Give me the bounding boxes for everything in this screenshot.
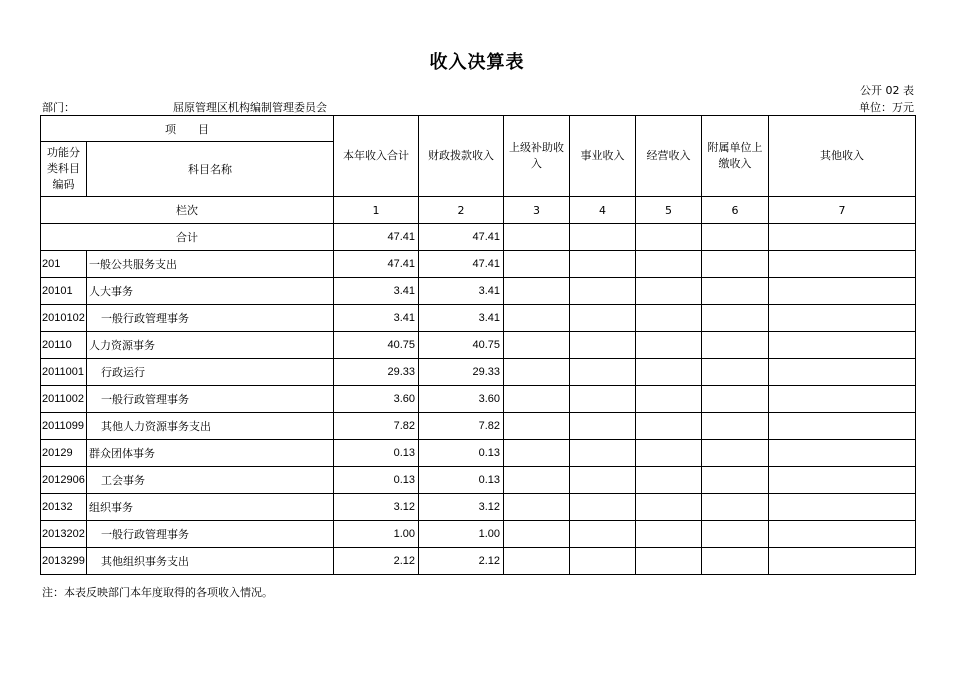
empty-cell xyxy=(702,251,769,278)
header-col-1: 本年收入合计 xyxy=(334,116,419,197)
empty-cell xyxy=(702,413,769,440)
empty-cell xyxy=(702,224,769,251)
empty-cell xyxy=(504,332,570,359)
total-fiscal-cell: 47.41 xyxy=(419,224,504,251)
table-row xyxy=(41,305,916,332)
empty-cell xyxy=(769,467,916,494)
code-cell: 2013299 xyxy=(41,548,87,575)
fiscal-income-cell: 7.82 xyxy=(419,413,504,440)
fiscal-income-cell: 40.75 xyxy=(419,332,504,359)
subject-name-cell: 工会事务 xyxy=(87,467,334,494)
table-row xyxy=(41,386,916,413)
empty-cell xyxy=(570,305,636,332)
table-row xyxy=(41,332,916,359)
subject-name-cell: 人力资源事务 xyxy=(87,332,334,359)
total-income-cell: 0.13 xyxy=(334,467,419,494)
subject-name-cell: 一般行政管理事务 xyxy=(87,521,334,548)
empty-cell xyxy=(769,413,916,440)
empty-cell xyxy=(570,359,636,386)
total-income-cell: 3.41 xyxy=(334,305,419,332)
column-number-row xyxy=(41,197,916,224)
empty-cell xyxy=(636,332,702,359)
total-income-cell: 3.12 xyxy=(334,494,419,521)
code-cell: 2011002 xyxy=(41,386,87,413)
fiscal-income-cell: 3.41 xyxy=(419,278,504,305)
column-number: 1 xyxy=(334,197,419,224)
subject-name-cell: 一般行政管理事务 xyxy=(87,305,334,332)
table-row xyxy=(41,251,916,278)
code-cell: 201 xyxy=(41,251,87,278)
empty-cell xyxy=(636,305,702,332)
fiscal-income-cell: 2.12 xyxy=(419,548,504,575)
subject-name-cell: 其他人力资源事务支出 xyxy=(87,413,334,440)
total-income-cell: 7.82 xyxy=(334,413,419,440)
subject-name-cell: 其他组织事务支出 xyxy=(87,548,334,575)
footnote: 注：本表反映部门本年度取得的各项收入情况。 xyxy=(42,586,273,599)
column-number: 4 xyxy=(570,197,636,224)
empty-cell xyxy=(636,386,702,413)
subject-name-cell: 群众团体事务 xyxy=(87,440,334,467)
empty-cell xyxy=(636,413,702,440)
empty-cell xyxy=(636,278,702,305)
subject-name-cell: 一般行政管理事务 xyxy=(87,386,334,413)
empty-cell xyxy=(504,440,570,467)
empty-cell xyxy=(769,224,916,251)
empty-cell xyxy=(570,548,636,575)
header-col-4: 事业收入 xyxy=(570,116,636,197)
empty-cell xyxy=(504,305,570,332)
column-number: 2 xyxy=(419,197,504,224)
empty-cell xyxy=(570,467,636,494)
empty-cell xyxy=(570,332,636,359)
table-row xyxy=(41,467,916,494)
empty-cell xyxy=(769,278,916,305)
empty-cell xyxy=(702,521,769,548)
empty-cell xyxy=(702,494,769,521)
column-number: 7 xyxy=(769,197,916,224)
total-income-cell: 2.12 xyxy=(334,548,419,575)
header-col-3: 上级补助收入 xyxy=(504,116,570,197)
empty-cell xyxy=(504,494,570,521)
header-col-6: 附属单位上缴收入 xyxy=(702,116,769,197)
code-cell: 20101 xyxy=(41,278,87,305)
empty-cell xyxy=(570,278,636,305)
empty-cell xyxy=(702,386,769,413)
empty-cell xyxy=(636,521,702,548)
report-title: 收入决算表 xyxy=(429,52,525,73)
table-row xyxy=(41,521,916,548)
fiscal-income-cell: 0.13 xyxy=(419,440,504,467)
empty-cell xyxy=(769,548,916,575)
empty-cell xyxy=(769,494,916,521)
total-income-cell: 40.75 xyxy=(334,332,419,359)
fiscal-income-cell: 47.41 xyxy=(419,251,504,278)
fiscal-income-cell: 29.33 xyxy=(419,359,504,386)
empty-cell xyxy=(702,440,769,467)
empty-cell xyxy=(702,548,769,575)
empty-cell xyxy=(636,440,702,467)
empty-cell xyxy=(769,521,916,548)
empty-cell xyxy=(504,413,570,440)
code-cell: 2010102 xyxy=(41,305,87,332)
total-income-cell: 47.41 xyxy=(334,224,419,251)
code-cell: 2012906 xyxy=(41,467,87,494)
income-table xyxy=(40,115,916,575)
empty-cell xyxy=(504,278,570,305)
total-income-cell: 3.41 xyxy=(334,278,419,305)
empty-cell xyxy=(769,359,916,386)
fiscal-income-cell: 0.13 xyxy=(419,467,504,494)
department-label: 部门： xyxy=(42,101,75,114)
empty-cell xyxy=(702,305,769,332)
empty-cell xyxy=(570,386,636,413)
empty-cell xyxy=(570,251,636,278)
table-row xyxy=(41,548,916,575)
fiscal-income-cell: 1.00 xyxy=(419,521,504,548)
empty-cell xyxy=(702,359,769,386)
table-row xyxy=(41,413,916,440)
empty-cell xyxy=(636,548,702,575)
fiscal-income-cell: 3.12 xyxy=(419,494,504,521)
subject-name-cell: 人大事务 xyxy=(87,278,334,305)
header-code: 功能分类科目编码 xyxy=(41,142,87,197)
empty-cell xyxy=(570,521,636,548)
header-col-5: 经营收入 xyxy=(636,116,702,197)
table-row xyxy=(41,278,916,305)
total-label: 合计 xyxy=(41,224,334,251)
empty-cell xyxy=(504,548,570,575)
empty-cell xyxy=(570,413,636,440)
header-row-1 xyxy=(41,116,916,142)
header-col-7: 其他收入 xyxy=(769,116,916,197)
column-number: 5 xyxy=(636,197,702,224)
unit-label: 单位：万元 xyxy=(859,101,914,114)
empty-cell xyxy=(769,440,916,467)
table-row xyxy=(41,359,916,386)
code-cell: 20110 xyxy=(41,332,87,359)
header-name: 科目名称 xyxy=(87,142,334,197)
empty-cell xyxy=(636,494,702,521)
code-cell: 2011001 xyxy=(41,359,87,386)
total-income-cell: 1.00 xyxy=(334,521,419,548)
empty-cell xyxy=(769,251,916,278)
column-number: 6 xyxy=(702,197,769,224)
total-row xyxy=(41,224,916,251)
fiscal-income-cell: 3.60 xyxy=(419,386,504,413)
total-income-cell: 29.33 xyxy=(334,359,419,386)
empty-cell xyxy=(504,467,570,494)
column-number-label: 栏次 xyxy=(41,197,334,224)
empty-cell xyxy=(702,332,769,359)
code-cell: 2013202 xyxy=(41,521,87,548)
subject-name-cell: 一般公共服务支出 xyxy=(87,251,334,278)
empty-cell xyxy=(702,467,769,494)
header-item: 项 目 xyxy=(41,116,334,142)
empty-cell xyxy=(504,224,570,251)
empty-cell xyxy=(504,521,570,548)
subject-name-cell: 组织事务 xyxy=(87,494,334,521)
column-number: 3 xyxy=(504,197,570,224)
empty-cell xyxy=(769,305,916,332)
code-cell: 2011099 xyxy=(41,413,87,440)
empty-cell xyxy=(636,467,702,494)
header-col-2: 财政拨款收入 xyxy=(419,116,504,197)
table-row xyxy=(41,494,916,521)
empty-cell xyxy=(504,386,570,413)
form-number: 公开 02 表 xyxy=(860,84,914,97)
empty-cell xyxy=(570,224,636,251)
code-cell: 20129 xyxy=(41,440,87,467)
code-cell: 20132 xyxy=(41,494,87,521)
fiscal-income-cell: 3.41 xyxy=(419,305,504,332)
empty-cell xyxy=(769,386,916,413)
department-name: 屈原管理区机构编制管理委员会 xyxy=(173,101,327,114)
total-income-cell: 3.60 xyxy=(334,386,419,413)
empty-cell xyxy=(636,224,702,251)
empty-cell xyxy=(769,332,916,359)
empty-cell xyxy=(570,440,636,467)
empty-cell xyxy=(570,494,636,521)
empty-cell xyxy=(636,251,702,278)
empty-cell xyxy=(636,359,702,386)
total-income-cell: 47.41 xyxy=(334,251,419,278)
subject-name-cell: 行政运行 xyxy=(87,359,334,386)
total-income-cell: 0.13 xyxy=(334,440,419,467)
empty-cell xyxy=(702,278,769,305)
table-row xyxy=(41,440,916,467)
empty-cell xyxy=(504,359,570,386)
empty-cell xyxy=(504,251,570,278)
